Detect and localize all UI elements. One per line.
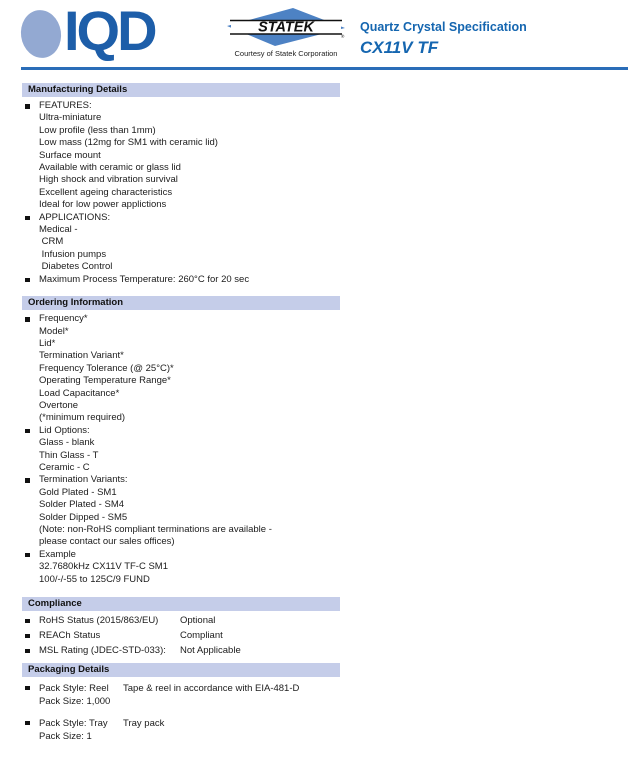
- section-header-compliance: Compliance: [22, 597, 340, 611]
- spec-line: (Note: non-RoHS compliant terminations are available -: [39, 524, 272, 535]
- spec-line: Medical -: [39, 224, 78, 236]
- pack-size: Pack Size: 1: [39, 731, 92, 743]
- spec-line: Solder Dipped - SM5: [39, 511, 128, 523]
- square-bullet-icon: [25, 429, 30, 434]
- square-bullet-icon: [25, 634, 30, 639]
- square-bullet-icon: [25, 619, 30, 624]
- spec-line: Termination Variant*: [39, 350, 124, 362]
- spec-line: Operating Temperature Range*: [39, 375, 171, 387]
- bullet-group-applications: [22, 212, 632, 274]
- spec-line: Glass - blank: [39, 437, 95, 449]
- spec-line: Ideal for low power applictions: [39, 199, 167, 211]
- spec-line: Termination Variants:: [39, 474, 128, 486]
- bullet-group-features: [22, 100, 632, 212]
- section-ordering: [22, 296, 632, 586]
- spec-line: FEATURES:: [39, 100, 92, 111]
- spec-line: Ceramic - C: [39, 461, 90, 473]
- document-header: [0, 0, 632, 67]
- spec-line: Example: [39, 548, 76, 560]
- spec-line: Load Capacitance*: [39, 387, 120, 399]
- bullet-group-termination-variants: [22, 474, 632, 548]
- title-block: [360, 20, 527, 58]
- spec-line: (*minimum required): [39, 412, 126, 424]
- square-bullet-icon: [25, 104, 30, 109]
- pack-size: Pack Size: 1,000: [39, 696, 111, 708]
- statek-logo-text: STATEK: [258, 19, 314, 36]
- spec-line: Low profile (less than 1mm): [39, 124, 156, 136]
- spec-line: Low mass (12mg for SM1 with ceramic lid): [39, 137, 218, 149]
- spec-line: please contact our sales offices): [39, 536, 175, 548]
- doc-title: Quartz Crystal Specification: [360, 20, 527, 34]
- pack-style: Pack Style: Reel: [39, 683, 109, 695]
- spec-line: 32.7680kHz CX11V TF-C SM1: [39, 561, 169, 573]
- compliance-label: RoHS Status (2015/863/EU): [39, 615, 159, 627]
- document-body: [0, 83, 632, 743]
- section-header-manufacturing: Manufacturing Details: [22, 83, 340, 97]
- statek-registered-mark: ®: [341, 34, 345, 39]
- compliance-label: REACh Status: [39, 630, 101, 642]
- section-header-packaging: Packaging Details: [22, 663, 340, 677]
- square-bullet-icon: [25, 216, 30, 221]
- spec-line: Diabetes Control: [39, 261, 113, 273]
- spec-line: CRM: [39, 236, 64, 248]
- packaging-row-tray: [22, 717, 632, 743]
- compliance-value: Compliant: [180, 630, 223, 642]
- spec-line: Excellent ageing characteristics: [39, 186, 173, 198]
- spec-line: Model*: [39, 325, 69, 337]
- header-rule: [21, 67, 628, 70]
- spec-line: Surface mount: [39, 149, 101, 161]
- bullet-group-max-process-temp: [22, 274, 632, 286]
- spec-line: APPLICATIONS:: [39, 211, 111, 223]
- spec-line: Available with ceramic or glass lid: [39, 162, 181, 174]
- spec-line: Gold Plated - SM1: [39, 486, 117, 498]
- iqd-logo-ellipse-icon: [18, 7, 64, 60]
- square-bullet-icon: [25, 278, 30, 283]
- spec-line: Lid*: [39, 337, 56, 349]
- square-bullet-icon: [25, 649, 30, 654]
- section-compliance: [22, 597, 632, 660]
- pack-description: Tray pack: [123, 718, 165, 730]
- pack-description: Tape & reel in accordance with EIA-481-D: [123, 683, 300, 695]
- statek-diamond-icon: [225, 7, 347, 47]
- spec-line: Thin Glass - T: [39, 449, 99, 461]
- compliance-row-msl: [22, 645, 632, 660]
- compliance-label: MSL Rating (JDEC-STD-033):: [39, 645, 166, 657]
- spec-line: Overtone: [39, 399, 79, 411]
- bullet-group-lid-options: [22, 425, 632, 475]
- square-bullet-icon: [25, 686, 30, 691]
- compliance-value: Optional: [180, 615, 216, 627]
- spec-line: Frequency*: [39, 313, 88, 325]
- spec-line: Solder Plated - SM4: [39, 499, 125, 511]
- spec-line: Frequency Tolerance (@ 25°C)*: [39, 362, 174, 374]
- square-bullet-icon: [25, 721, 30, 726]
- part-number: CX11V TF: [360, 38, 439, 57]
- square-bullet-icon: [25, 478, 30, 483]
- spec-line: High shock and vibration survival: [39, 174, 178, 186]
- spec-line: Ultra-miniature: [39, 112, 102, 124]
- square-bullet-icon: [25, 317, 30, 322]
- section-manufacturing: [22, 83, 632, 286]
- section-header-ordering: Ordering Information: [22, 296, 340, 310]
- pack-style: Pack Style: Tray: [39, 718, 108, 730]
- spec-line: Lid Options:: [39, 424, 90, 436]
- section-packaging: [22, 663, 632, 743]
- packaging-row-reel: [22, 682, 632, 708]
- iqd-logo: IQD: [64, 0, 155, 62]
- square-bullet-icon: [25, 553, 30, 558]
- spec-line: Maximum Process Temperature: 260°C for 20 sec: [39, 273, 250, 285]
- compliance-row-reach: [22, 630, 632, 645]
- spec-line: Infusion pumps: [39, 248, 107, 260]
- bullet-group-ordering-fields: [22, 313, 632, 425]
- compliance-row-rohs: [22, 615, 632, 630]
- bullet-group-example: [22, 549, 632, 586]
- compliance-value: Not Applicable: [180, 645, 241, 657]
- spec-line: 100/-/-55 to 125C/9 FUND: [39, 573, 150, 585]
- statek-caption: Courtesy of Statek Corporation: [234, 49, 338, 58]
- statek-logo: [225, 7, 347, 58]
